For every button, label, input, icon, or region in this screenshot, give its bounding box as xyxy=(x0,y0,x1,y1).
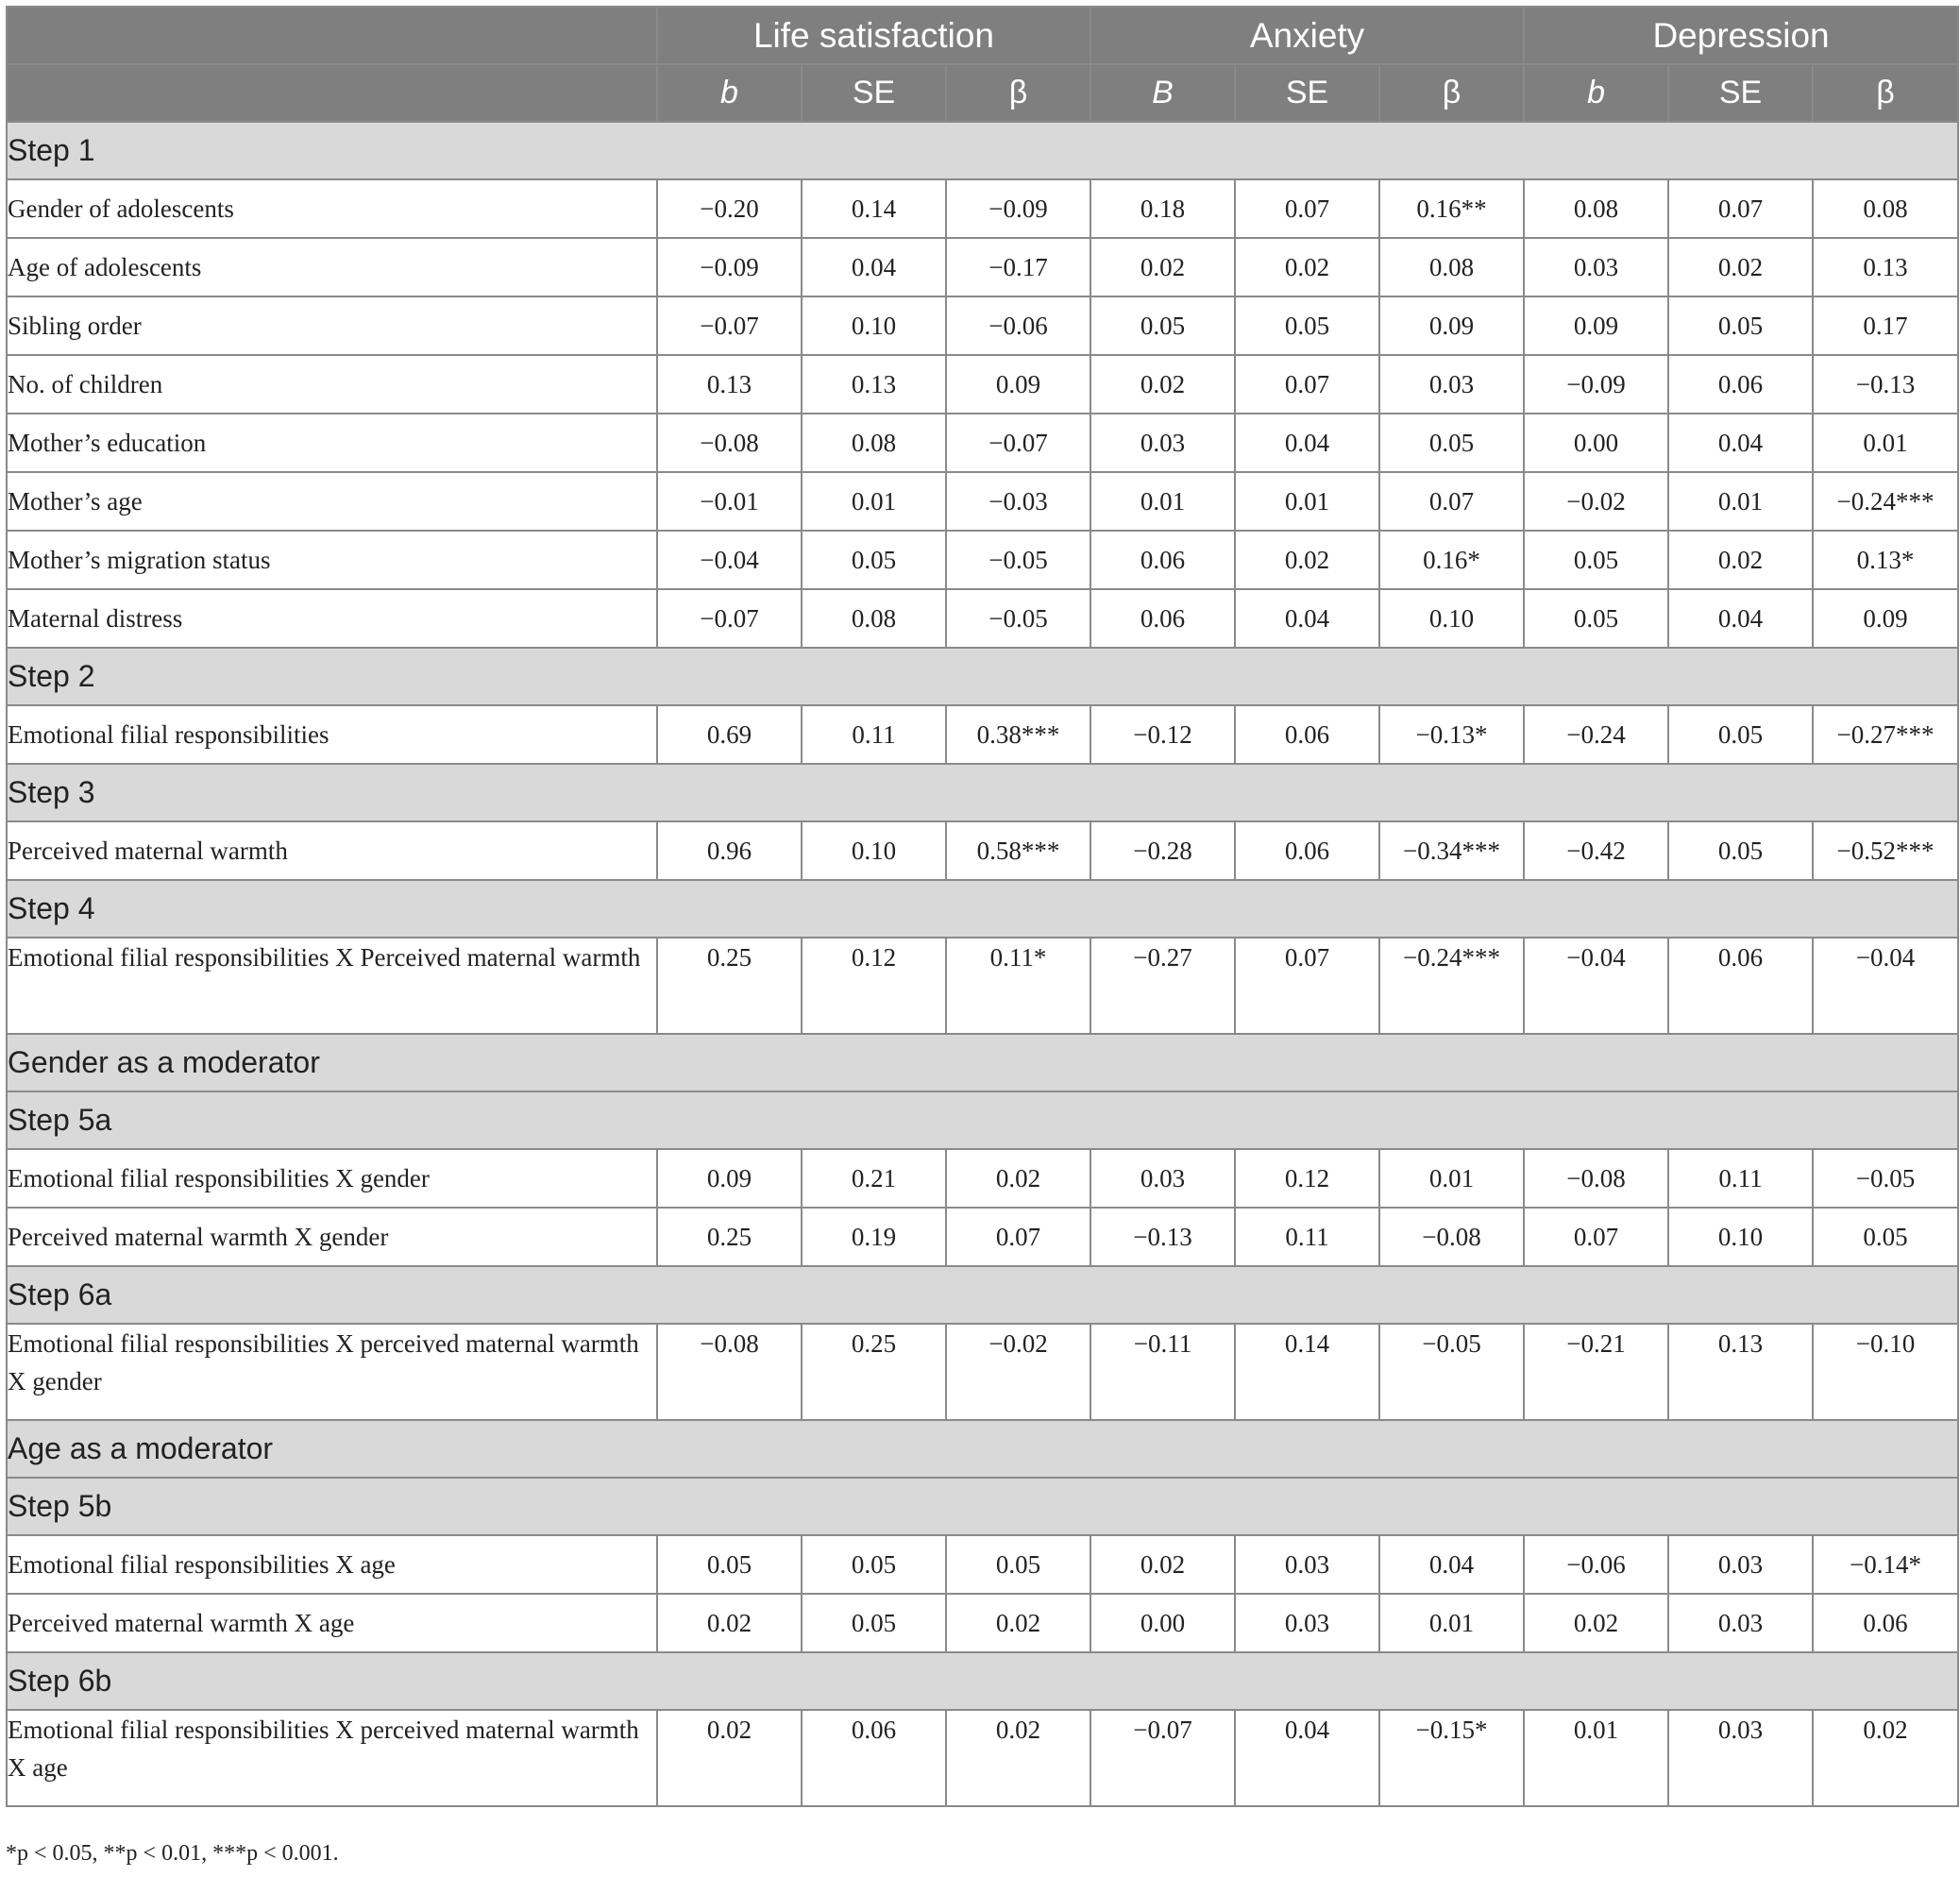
section-label: Step 5a xyxy=(7,1091,1958,1149)
row-label: Perceived maternal warmth X gender xyxy=(7,1208,657,1266)
table-cell: 0.04 xyxy=(1235,414,1379,472)
table-cell: 0.02 xyxy=(657,1710,802,1806)
table-row xyxy=(7,531,1958,589)
table-row xyxy=(7,296,1958,355)
table-cell: −0.13* xyxy=(1379,705,1524,764)
table-cell: −0.34*** xyxy=(1379,821,1524,880)
table-cell: 0.08 xyxy=(1813,179,1958,238)
row-label: Emotional filial responsibilities X perceived maternal warmth X gender xyxy=(7,1324,657,1420)
table-cell: −0.14* xyxy=(1813,1535,1958,1594)
row-label: Emotional filial responsibilities X age xyxy=(7,1535,657,1594)
table-cell: −0.20 xyxy=(657,179,802,238)
table-cell: 0.13 xyxy=(657,355,802,414)
group-header-anxiety: Anxiety xyxy=(1090,7,1524,64)
table-cell: 0.19 xyxy=(802,1208,946,1266)
table-row xyxy=(7,938,1958,1034)
table-cell: 0.10 xyxy=(802,821,946,880)
table-cell: 0.05 xyxy=(1235,296,1379,355)
table-cell: 0.01 xyxy=(1813,414,1958,472)
section-label: Step 3 xyxy=(7,764,1958,821)
table-cell: 0.01 xyxy=(1379,1594,1524,1652)
table-row xyxy=(7,355,1958,414)
section-row xyxy=(7,122,1958,179)
table-cell: 0.13 xyxy=(802,355,946,414)
table-cell: 0.01 xyxy=(1668,472,1813,531)
row-label: Sibling order xyxy=(7,296,657,355)
table-cell: 0.00 xyxy=(1090,1594,1235,1652)
row-label: Emotional filial responsibilities X Perceived maternal warmth xyxy=(7,938,657,1034)
table-cell: 0.05 xyxy=(657,1535,802,1594)
table-cell: −0.06 xyxy=(1524,1535,1668,1594)
table-cell: −0.05 xyxy=(946,589,1090,648)
table-row xyxy=(7,238,1958,296)
table-cell: −0.27*** xyxy=(1813,705,1958,764)
table-cell: −0.08 xyxy=(1524,1149,1668,1208)
table-cell: −0.06 xyxy=(946,296,1090,355)
section-row xyxy=(7,1091,1958,1149)
table-cell: 0.02 xyxy=(1235,238,1379,296)
table-cell: 0.06 xyxy=(1235,705,1379,764)
table-cell: 0.05 xyxy=(1668,705,1813,764)
table-cell: 0.09 xyxy=(1524,296,1668,355)
table-cell: 0.04 xyxy=(802,238,946,296)
table-cell: 0.07 xyxy=(1524,1208,1668,1266)
section-row xyxy=(7,764,1958,821)
table-cell: 0.17 xyxy=(1813,296,1958,355)
table-cell: −0.07 xyxy=(657,589,802,648)
table-cell: 0.01 xyxy=(1090,472,1235,531)
table-cell: 0.04 xyxy=(1668,589,1813,648)
table-cell: −0.04 xyxy=(657,531,802,589)
table-cell: 0.02 xyxy=(1090,238,1235,296)
table-cell: −0.08 xyxy=(1379,1208,1524,1266)
table-cell: 0.02 xyxy=(657,1594,802,1652)
table-cell: 0.03 xyxy=(1668,1594,1813,1652)
table-cell: 0.02 xyxy=(1524,1594,1668,1652)
table-cell: 0.05 xyxy=(1524,531,1668,589)
table-cell: 0.16* xyxy=(1379,531,1524,589)
table-cell: −0.02 xyxy=(946,1324,1090,1420)
table-cell: 0.06 xyxy=(1090,531,1235,589)
subcolumn-header: β xyxy=(946,64,1090,122)
table-cell: 0.06 xyxy=(802,1710,946,1806)
table-cell: −0.13 xyxy=(1813,355,1958,414)
table-cell: 0.04 xyxy=(1379,1535,1524,1594)
table-cell: −0.09 xyxy=(1524,355,1668,414)
table-cell: 0.13 xyxy=(1813,238,1958,296)
table-cell: −0.01 xyxy=(657,472,802,531)
table-cell: −0.21 xyxy=(1524,1324,1668,1420)
row-label: Gender of adolescents xyxy=(7,179,657,238)
table-row xyxy=(7,821,1958,880)
table-cell: −0.52*** xyxy=(1813,821,1958,880)
table-cell: −0.07 xyxy=(657,296,802,355)
table-cell: 0.14 xyxy=(802,179,946,238)
table-cell: −0.10 xyxy=(1813,1324,1958,1420)
row-label: Emotional filial responsibilities xyxy=(7,705,657,764)
table-cell: −0.04 xyxy=(1524,938,1668,1034)
table-cell: 0.02 xyxy=(946,1149,1090,1208)
table-cell: −0.12 xyxy=(1090,705,1235,764)
table-cell: 0.03 xyxy=(1524,238,1668,296)
table-cell: 0.05 xyxy=(1524,589,1668,648)
table-cell: −0.05 xyxy=(946,531,1090,589)
group-header-depression: Depression xyxy=(1524,7,1958,64)
table-cell: 0.13* xyxy=(1813,531,1958,589)
table-cell: 0.09 xyxy=(1379,296,1524,355)
table-cell: 0.07 xyxy=(1235,179,1379,238)
table-cell: 0.05 xyxy=(802,1594,946,1652)
table-cell: 0.01 xyxy=(1524,1710,1668,1806)
table-cell: −0.07 xyxy=(946,414,1090,472)
table-cell: 0.03 xyxy=(1235,1535,1379,1594)
table-cell: 0.03 xyxy=(1379,355,1524,414)
table-cell: 0.02 xyxy=(1090,1535,1235,1594)
table-body xyxy=(7,122,1958,1806)
row-label: Emotional filial responsibilities X perceived maternal warmth X age xyxy=(7,1710,657,1806)
table-cell: 0.05 xyxy=(802,531,946,589)
row-label: Perceived maternal warmth xyxy=(7,821,657,880)
table-cell: 0.07 xyxy=(946,1208,1090,1266)
table-cell: 0.01 xyxy=(1235,472,1379,531)
table-cell: 0.02 xyxy=(1090,355,1235,414)
section-label: Age as a moderator xyxy=(7,1420,1958,1478)
subcolumn-header: b xyxy=(657,64,802,122)
table-cell: 0.10 xyxy=(1668,1208,1813,1266)
table-row xyxy=(7,1324,1958,1420)
row-label: Mother’s age xyxy=(7,472,657,531)
subcolumn-header: SE xyxy=(802,64,946,122)
row-label: No. of children xyxy=(7,355,657,414)
section-label: Step 6b xyxy=(7,1652,1958,1710)
row-label: Maternal distress xyxy=(7,589,657,648)
table-cell: 0.07 xyxy=(1379,472,1524,531)
row-label: Mother’s migration status xyxy=(7,531,657,589)
table-cell: −0.24*** xyxy=(1813,472,1958,531)
table-cell: 0.05 xyxy=(1379,414,1524,472)
table-cell: 0.02 xyxy=(1235,531,1379,589)
table-row xyxy=(7,705,1958,764)
subcolumn-header: β xyxy=(1813,64,1958,122)
table-cell: 0.01 xyxy=(1379,1149,1524,1208)
table-row xyxy=(7,1535,1958,1594)
table-cell: 0.16** xyxy=(1379,179,1524,238)
table-cell: 0.08 xyxy=(1524,179,1668,238)
table-cell: 0.25 xyxy=(657,938,802,1034)
table-cell: 0.38*** xyxy=(946,705,1090,764)
table-cell: 0.13 xyxy=(1668,1324,1813,1420)
table-cell: 0.04 xyxy=(1668,414,1813,472)
section-label: Step 1 xyxy=(7,122,1958,179)
table-cell: 0.12 xyxy=(802,938,946,1034)
table-cell: −0.05 xyxy=(1813,1149,1958,1208)
table-cell: 0.06 xyxy=(1235,821,1379,880)
row-label: Age of adolescents xyxy=(7,238,657,296)
section-row xyxy=(7,1652,1958,1710)
table-cell: 0.09 xyxy=(946,355,1090,414)
table-cell: 0.00 xyxy=(1524,414,1668,472)
table-row xyxy=(7,179,1958,238)
table-cell: −0.08 xyxy=(657,414,802,472)
section-row xyxy=(7,880,1958,938)
table-cell: 0.08 xyxy=(802,589,946,648)
footnote: *p < 0.05, **p < 0.01, ***p < 0.001. xyxy=(6,1841,339,1866)
header-subcolumn-row xyxy=(7,64,1958,122)
table-cell: −0.04 xyxy=(1813,938,1958,1034)
table-cell: −0.08 xyxy=(657,1324,802,1420)
table-cell: 0.07 xyxy=(1235,938,1379,1034)
table-cell: 0.03 xyxy=(1668,1535,1813,1594)
table-cell: −0.07 xyxy=(1090,1710,1235,1806)
subcolumn-header: B xyxy=(1090,64,1235,122)
row-label: Perceived maternal warmth X age xyxy=(7,1594,657,1652)
table-row xyxy=(7,472,1958,531)
table-cell: 0.09 xyxy=(1813,589,1958,648)
table-cell: 0.25 xyxy=(657,1208,802,1266)
table-cell: 0.06 xyxy=(1668,355,1813,414)
table-row xyxy=(7,589,1958,648)
regression-table xyxy=(6,6,1959,1807)
table-cell: 0.06 xyxy=(1090,589,1235,648)
table-cell: 0.03 xyxy=(1090,414,1235,472)
table-cell: 0.02 xyxy=(1668,238,1813,296)
section-label: Step 2 xyxy=(7,648,1958,705)
section-row xyxy=(7,1478,1958,1535)
table-cell: −0.13 xyxy=(1090,1208,1235,1266)
table-cell: 0.02 xyxy=(946,1710,1090,1806)
table-cell: 0.02 xyxy=(1668,531,1813,589)
subcolumn-header: β xyxy=(1379,64,1524,122)
table-cell: 0.05 xyxy=(1668,296,1813,355)
table-row xyxy=(7,414,1958,472)
group-header-life-satisfaction: Life satisfaction xyxy=(657,7,1090,64)
header-corner-sub xyxy=(7,64,657,122)
section-row xyxy=(7,1034,1958,1091)
subcolumn-header: SE xyxy=(1668,64,1813,122)
table-cell: 0.02 xyxy=(946,1594,1090,1652)
table-cell: 0.04 xyxy=(1235,589,1379,648)
table-cell: −0.28 xyxy=(1090,821,1235,880)
table-cell: 0.10 xyxy=(802,296,946,355)
section-row xyxy=(7,1266,1958,1324)
subcolumn-header: SE xyxy=(1235,64,1379,122)
table-cell: 0.05 xyxy=(1090,296,1235,355)
table-cell: −0.42 xyxy=(1524,821,1668,880)
table-cell: 0.08 xyxy=(1379,238,1524,296)
table-cell: 0.04 xyxy=(1235,1710,1379,1806)
table-cell: 0.69 xyxy=(657,705,802,764)
header-corner xyxy=(7,7,657,64)
table-cell: 0.12 xyxy=(1235,1149,1379,1208)
table-cell: 0.05 xyxy=(1813,1208,1958,1266)
table-cell: 0.05 xyxy=(802,1535,946,1594)
table-cell: 0.11 xyxy=(802,705,946,764)
table-cell: 0.07 xyxy=(1668,179,1813,238)
table-cell: 0.07 xyxy=(1235,355,1379,414)
table-cell: −0.17 xyxy=(946,238,1090,296)
table-cell: −0.02 xyxy=(1524,472,1668,531)
table-cell: 0.11 xyxy=(1235,1208,1379,1266)
table-cell: −0.09 xyxy=(946,179,1090,238)
table-cell: 0.11* xyxy=(946,938,1090,1034)
table-cell: 0.01 xyxy=(802,472,946,531)
table-cell: 0.09 xyxy=(657,1149,802,1208)
table-row xyxy=(7,1208,1958,1266)
table-cell: −0.15* xyxy=(1379,1710,1524,1806)
table-cell: 0.25 xyxy=(802,1324,946,1420)
section-label: Gender as a moderator xyxy=(7,1034,1958,1091)
table-cell: 0.05 xyxy=(946,1535,1090,1594)
table-cell: −0.05 xyxy=(1379,1324,1524,1420)
table-cell: 0.03 xyxy=(1235,1594,1379,1652)
section-label: Step 5b xyxy=(7,1478,1958,1535)
table-cell: 0.02 xyxy=(1813,1710,1958,1806)
row-label: Emotional filial responsibilities X gender xyxy=(7,1149,657,1208)
table-cell: −0.24 xyxy=(1524,705,1668,764)
section-label: Step 4 xyxy=(7,880,1958,938)
table-cell: 0.08 xyxy=(802,414,946,472)
table-cell: 0.06 xyxy=(1813,1594,1958,1652)
table-cell: −0.09 xyxy=(657,238,802,296)
table-cell: 0.96 xyxy=(657,821,802,880)
table-cell: 0.03 xyxy=(1090,1149,1235,1208)
header-group-row xyxy=(7,7,1958,64)
table-cell: 0.06 xyxy=(1668,938,1813,1034)
table-cell: 0.05 xyxy=(1668,821,1813,880)
table-cell: 0.58*** xyxy=(946,821,1090,880)
table-cell: 0.11 xyxy=(1668,1149,1813,1208)
table-cell: −0.11 xyxy=(1090,1324,1235,1420)
section-row xyxy=(7,1420,1958,1478)
table-cell: 0.10 xyxy=(1379,589,1524,648)
table-row xyxy=(7,1594,1958,1652)
table-row xyxy=(7,1149,1958,1208)
row-label: Mother’s education xyxy=(7,414,657,472)
section-row xyxy=(7,648,1958,705)
table-cell: −0.27 xyxy=(1090,938,1235,1034)
table-row xyxy=(7,1710,1958,1806)
table-cell: −0.24*** xyxy=(1379,938,1524,1034)
table-cell: 0.14 xyxy=(1235,1324,1379,1420)
subcolumn-header: b xyxy=(1524,64,1668,122)
table-cell: 0.18 xyxy=(1090,179,1235,238)
section-label: Step 6a xyxy=(7,1266,1958,1324)
table-cell: 0.03 xyxy=(1668,1710,1813,1806)
table-cell: 0.21 xyxy=(802,1149,946,1208)
table-cell: −0.03 xyxy=(946,472,1090,531)
